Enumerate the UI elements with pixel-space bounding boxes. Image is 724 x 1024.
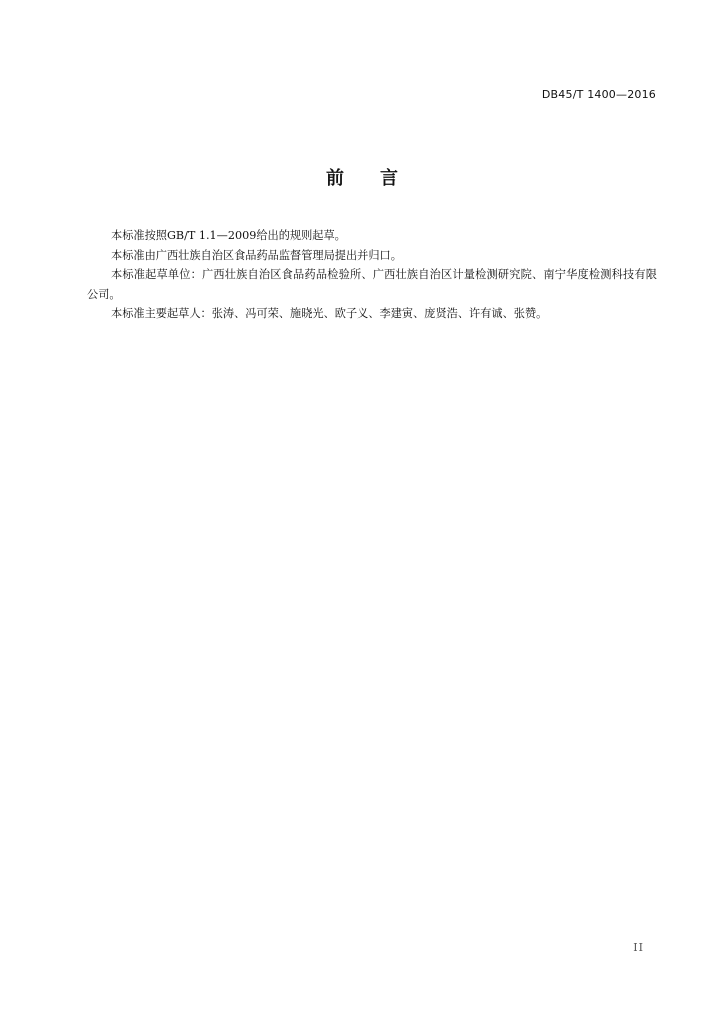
- paragraph-drafting-rules: 本标准按照GB/T 1.1—2009给出的规则起草。: [111, 229, 346, 242]
- page-number: II: [633, 941, 644, 954]
- paragraph-drafters: 本标准主要起草人：张涛、冯可荣、施晓光、欧子义、李建寅、庞贤浩、许有诚、张赞。: [111, 307, 548, 320]
- standard-code: DB45/T 1400—2016: [541, 88, 656, 101]
- paragraph-drafting-units: 本标准起草单位：广西壮族自治区食品药品检验所、广西壮族自治区计量检测研究院、南宁华度检测科技有限公司。: [87, 268, 657, 301]
- page-title: 前 言: [326, 168, 398, 189]
- paragraph-proposer: 本标准由广西壮族自治区食品药品监督管理局提出并归口。: [111, 248, 402, 262]
- foreword-body: [87, 226, 657, 324]
